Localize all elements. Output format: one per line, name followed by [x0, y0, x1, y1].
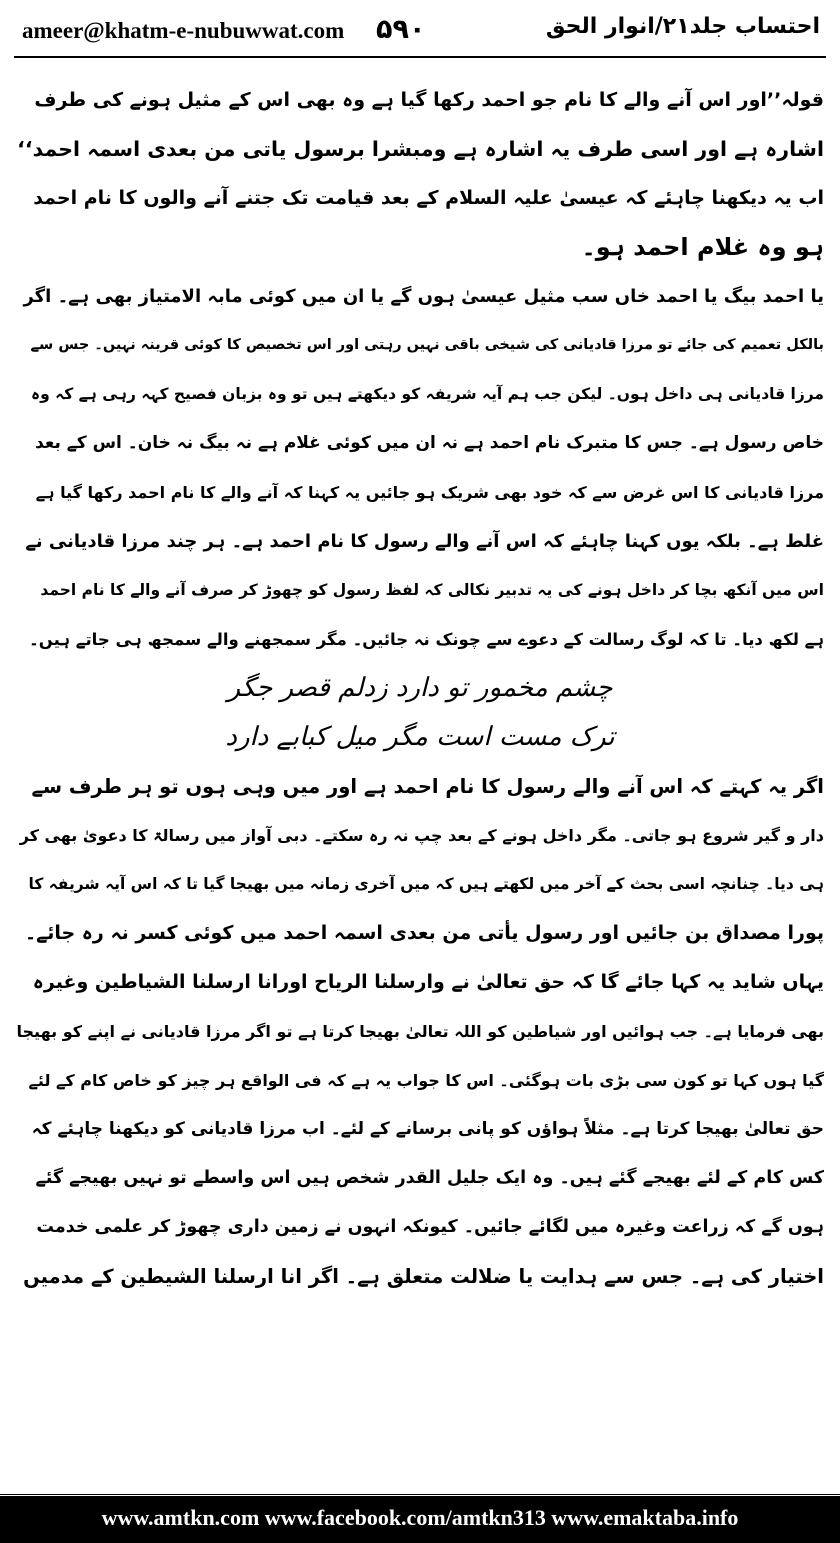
- text-line: اشارہ ہے اور اسی طرف یہ اشارہ ہے ومبشرا برسول یاتی من بعدی اسمہ احمد‘‘: [17, 137, 824, 161]
- text-line: غلط ہے۔ بلکہ یوں کہنا چاہئے کہ اس آنے والے رسول کا نام احمد ہے۔ ہر چند مرزا قادیانی نے: [25, 531, 824, 552]
- text-line: مرزا قادیانی کا اس غرض سے کہ خود بھی شریک ہو جائیں یہ کہنا کہ آنے والے کا نام احمد رکھا گیا ہے: [35, 483, 824, 502]
- text-line: ہوں گے کہ زراعت وغیرہ میں لگائے جائیں۔ کیونکہ انہوں نے زمین داری چھوڑ کر علمی خدمت: [36, 1217, 824, 1237]
- text-line: یہاں شاید یہ کہا جائے گا کہ حق تعالیٰ نے وارسلنا الریاح اورانا ارسلنا الشیاطین وغیرہ: [32, 971, 824, 993]
- page-body: [16, 76, 824, 1472]
- text-line: ہی دیا۔ چنانچہ اسی بحث کے آخر میں لکھتے ہیں کہ میں آخری زمانہ میں بھیجا گیا تا کہ اس آیہ شریفہ کا: [28, 875, 824, 893]
- text-line: اس میں آنکھ بچا کر داخل ہونے کی یہ تدبیر نکالی کہ لفظ رسول کو چھوڑ کر صرف آنے والے کا نام احمد: [40, 581, 824, 599]
- page-number: ۵۹۰: [376, 14, 426, 45]
- text-line: پورا مصداق بن جائیں اور رسول یأتی من بعدی اسمہ احمد میں کوئی کسر نہ رہ جائے۔: [24, 922, 824, 944]
- text-line: مرزا قادیانی ہی داخل ہوں۔ لیکن جب ہم آیہ شریفہ کو دیکھتے ہیں تو وہ بزبان فصیح کہہ رہی ہے کہ وہ: [31, 385, 824, 403]
- text-line: ہو وہ غلام احمد ہو۔: [581, 233, 824, 261]
- text-line: یا احمد بیگ یا احمد خاں سب مثیل عیسیٰ ہوں گے یا ان میں کوئی مابہ الامتیاز بھی ہے۔ اگر: [23, 286, 824, 307]
- text-line: ہے لکھ دیا۔ تا کہ لوگ رسالت کے دعوے سے چونک نہ جائیں۔ مگر سمجھنے والے سمجھ ہی جاتے ہیں۔: [29, 630, 824, 649]
- poem-verse-2: ترک مست است مگر میل کبابے دارد: [225, 722, 615, 752]
- text-line: بالکل تعمیم کی جائے تو مرزا قادیانی کی شیخی باقی نہیں رہتی اور اس تخصیص کا کوئی قرینہ نہیں۔ جس سے: [30, 337, 824, 353]
- page-header: [0, 0, 840, 52]
- poem-verse-1: چشم مخمور تو دارد زدلم قصر جگر: [227, 673, 613, 703]
- text-line: دار و گیر شروع ہو جاتی۔ مگر داخل ہونے کے بعد چپ نہ رہ سکتے۔ دبی آواز میں رسالۃ کا دعویٰ بھی کر: [19, 826, 824, 845]
- text-line: اب یہ دیکھنا چاہئے کہ عیسیٰ علیہ السلام کے بعد قیامت تک جتنے آنے والوں کا نام احمد: [33, 187, 824, 209]
- text-line: بھی فرمایا ہے۔ جب ہوائیں اور شیاطین کو اللہ تعالیٰ بھیجا کرتا ہے تو اگر مرزا قادیانی نے اپنے کو بھیجا: [16, 1022, 824, 1041]
- header-email: ameer@khatm-e-nubuwwat.com: [22, 18, 345, 43]
- page-footer: [0, 1493, 840, 1543]
- text-line: قولہ’’اور اس آنے والے کا نام جو احمد رکھا گیا ہے وہ بھی اس کے مثیل ہونے کی طرف: [34, 89, 824, 111]
- footer-links: www.amtkn.com www.facebook.com/amtkn313 www.emaktaba.info: [101, 1505, 739, 1530]
- text-line: اگر یہ کہتے کہ اس آنے والے رسول کا نام احمد ہے اور میں وہی ہوں تو ہر طرف سے: [31, 775, 824, 798]
- book-title: احتساب جلد۲۱/انوار الحق: [545, 14, 820, 39]
- header-divider: [14, 56, 826, 58]
- text-line: گیا ہوں کہا تو کون سی بڑی بات ہوگئی۔ اس کا جواب یہ ہے کہ فی الواقع ہر چیز کو خاص کام کے لئے: [28, 1071, 824, 1090]
- text-line: کس کام کے لئے بھیجے گئے ہیں۔ وہ ایک جلیل القدر شخص ہیں اس واسطے تو نہیں بھیجے گئے: [35, 1168, 824, 1188]
- text-line: اختیار کی ہے۔ جس سے ہدایت یا ضلالت متعلق ہے۔ اگر انا ارسلنا الشیطین کے مدمیں: [23, 1265, 824, 1288]
- text-line: خاص رسول ہے۔ جس کا متبرک نام احمد ہے نہ ان میں کوئی غلام ہے نہ بیگ نہ خان۔ اس کے بعد: [35, 433, 824, 453]
- text-line: حق تعالیٰ بھیجا کرتا ہے۔ مثلاً ہواؤں کو پانی برسانے کے لئے۔ اب مرزا قادیانی کو دیکھنا چاہئے کہ: [31, 1119, 824, 1139]
